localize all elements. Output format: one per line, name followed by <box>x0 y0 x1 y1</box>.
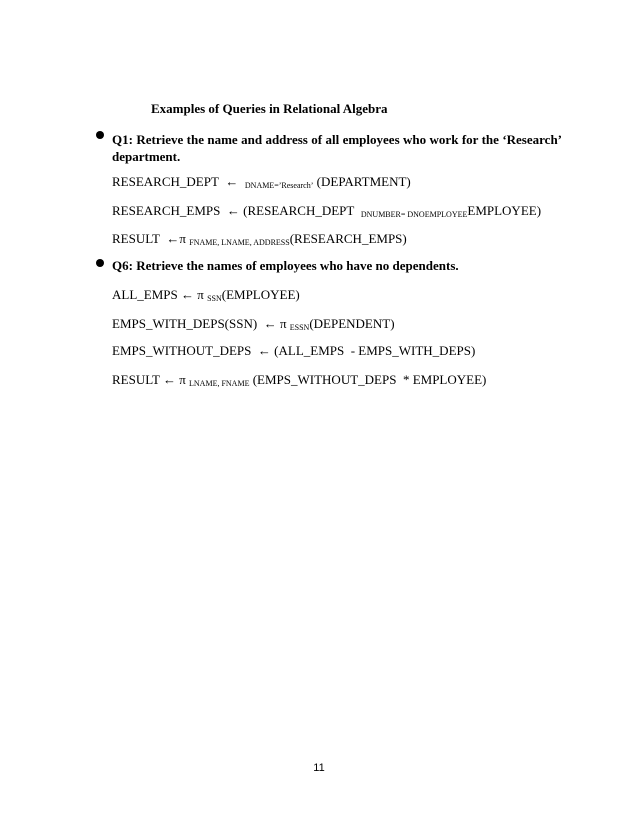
selection-condition: DNAME=’Research’ <box>244 181 314 190</box>
expression-emps-with-deps <box>112 316 395 332</box>
expression-research-dept <box>112 174 411 190</box>
left-arrow-icon: ← <box>226 203 240 218</box>
expr-lhs: RESULT <box>112 372 160 387</box>
expr-lhs: RESULT <box>112 231 160 246</box>
expr-rhs: (DEPARTMENT) <box>316 174 411 189</box>
expr-rhs: (DEPENDENT) <box>309 316 395 331</box>
expression-result-q1 <box>112 231 407 247</box>
expr-lhs: ALL_EMPS <box>112 287 178 302</box>
expression-result-q6 <box>112 372 486 388</box>
question-q1: Q1: Retrieve the name and address of all employees who work for the ‘Research’ <box>112 132 562 147</box>
expr-rhs: (ALL_EMPS - EMPS_WITH_DEPS) <box>274 343 476 358</box>
expression-research-emps <box>112 203 541 219</box>
project-operator: ←π <box>166 231 186 246</box>
expr-rhs: (EMPS_WITHOUT_DEPS * EMPLOYEE) <box>252 372 487 387</box>
page-number: 11 <box>313 762 325 774</box>
left-arrow-icon: ← <box>257 343 271 358</box>
expression-all-emps <box>112 287 300 303</box>
project-operator: ← π <box>263 316 287 331</box>
question-q1-continuation: department. <box>112 149 181 164</box>
expression-emps-without-deps <box>112 343 475 359</box>
bullet-icon <box>96 259 104 267</box>
expr-operand: (RESEARCH_DEPT <box>243 203 355 218</box>
expr-rhs: EMPLOYEE) <box>467 203 542 218</box>
left-arrow-icon: ← <box>225 174 239 189</box>
expr-lhs: RESEARCH_DEPT <box>112 174 219 189</box>
expr-lhs: EMPS_WITH_DEPS(SSN) <box>112 316 258 331</box>
projection-list: ESSN <box>289 323 310 332</box>
project-operator: ← π <box>162 372 186 387</box>
expr-lhs: RESEARCH_EMPS <box>112 203 221 218</box>
question-q6: Q6: Retrieve the names of employees who have no dependents. <box>112 258 459 273</box>
section-heading: Examples of Queries in Relational Algebra <box>151 101 388 116</box>
expr-rhs: (RESEARCH_EMPS) <box>289 231 407 246</box>
projection-list: LNAME, FNAME <box>189 379 250 388</box>
project-operator: ← π <box>180 287 204 302</box>
bullet-icon <box>96 131 104 139</box>
join-condition: DNUMBER= DNOEMPLOYEE <box>360 210 468 219</box>
projection-list: FNAME, LNAME, ADDRESS <box>189 238 290 247</box>
projection-list: SSN <box>207 294 222 303</box>
expr-lhs: EMPS_WITHOUT_DEPS <box>112 343 252 358</box>
expr-rhs: (EMPLOYEE) <box>221 287 300 302</box>
